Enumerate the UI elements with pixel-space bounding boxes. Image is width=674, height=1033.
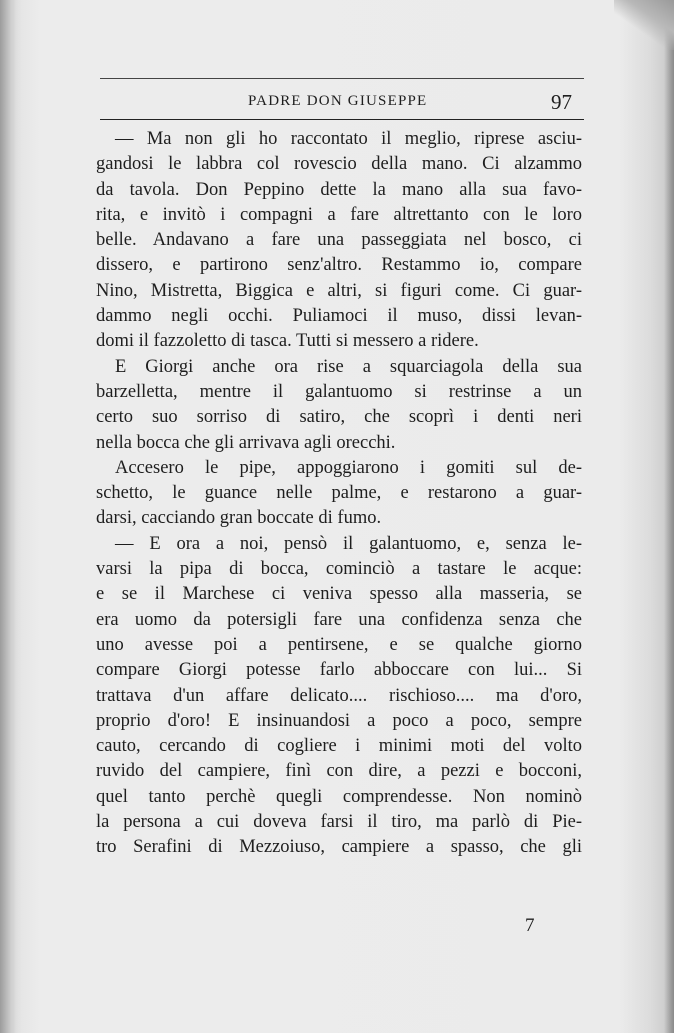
text-line: barzelletta, mentre il galantuomo si restrinse a un — [96, 381, 582, 402]
text-line: schetto, le guance nelle palme, e restarono a guar- — [96, 483, 582, 504]
text-line: nella bocca che gli arrivava agli orecchi. — [96, 432, 396, 453]
text-line: belle. Andavano a fare una passeggiata nel bosco, ci — [96, 230, 582, 251]
page-right-edge — [664, 0, 674, 1033]
text-line: tro Serafini di Mezzoiuso, campiere a spasso, che gli — [96, 837, 582, 858]
page-number: 97 — [551, 90, 572, 114]
text-line: quel tanto perchè quegli comprendesse. Non nominò — [96, 786, 582, 807]
text-line: la persona a cui doveva farsi il tiro, ma parlò di Pie- — [96, 812, 582, 833]
text-line: trattava d'un affare delicato.... rischioso.... ma d'oro, — [96, 685, 582, 706]
text-line: dissero, e partirono senz'altro. Restammo io, compare — [96, 255, 582, 276]
running-title: PADRE DON GIUSEPPE — [248, 93, 428, 109]
text-line: cauto, cercando di cogliere i minimi moti del volto — [96, 736, 582, 757]
text-line: Accesero le pipe, appoggiarono i gomiti sul de- — [115, 457, 582, 478]
text-line: da tavola. Don Peppino dette la mano alla sua favo- — [96, 179, 582, 200]
text-line: darsi, cacciando gran boccate di fumo. — [96, 508, 382, 529]
page-corner-shadow — [614, 0, 674, 50]
text-line: rita, e invitò i compagni a fare altrettanto con le loro — [96, 204, 582, 225]
text-line: gandosi le labbra col rovescio della mano. Ci alzammo — [96, 154, 582, 175]
text-line: compare Giorgi potesse farlo abboccare con lui... Si — [96, 660, 582, 681]
text-line: Nino, Mistretta, Biggica e altri, si figuri come. Ci guar- — [96, 280, 582, 301]
page-left-edge — [0, 0, 16, 1033]
text-line: — E ora a noi, pensò il galantuomo, e, senza le- — [115, 533, 582, 554]
text-line: domi il fazzoletto di tasca. Tutti si messero a ridere. — [96, 331, 479, 352]
text-line: proprio d'oro! E insinuandosi a poco a poco, sempre — [96, 710, 582, 731]
text-line: era uomo da potersigli fare una confidenza senza che — [96, 609, 582, 630]
text-line: dammo negli occhi. Puliamoci il muso, dissi levan- — [96, 306, 582, 327]
running-head — [100, 90, 584, 114]
text-line: ruvido del campiere, finì con dire, a pezzi e bocconi, — [96, 761, 582, 782]
text-line: certo suo sorriso di satiro, che scoprì i denti neri — [96, 407, 582, 428]
text-line: uno avesse poi a pentirsene, e se qualche giorno — [96, 634, 582, 655]
signature-mark: 7 — [525, 915, 535, 936]
text-line: e se il Marchese ci veniva spesso alla masseria, se — [96, 584, 582, 605]
text-line: varsi la pipa di bocca, cominciò a tastare le acque: — [96, 559, 582, 580]
text-line: E Giorgi anche ora rise a squarciagola della sua — [115, 356, 582, 377]
header-rule — [100, 119, 584, 120]
text-line: — Ma non gli ho raccontato il meglio, riprese asciu- — [115, 129, 582, 149]
body-text — [96, 127, 582, 861]
top-rule — [100, 78, 584, 79]
